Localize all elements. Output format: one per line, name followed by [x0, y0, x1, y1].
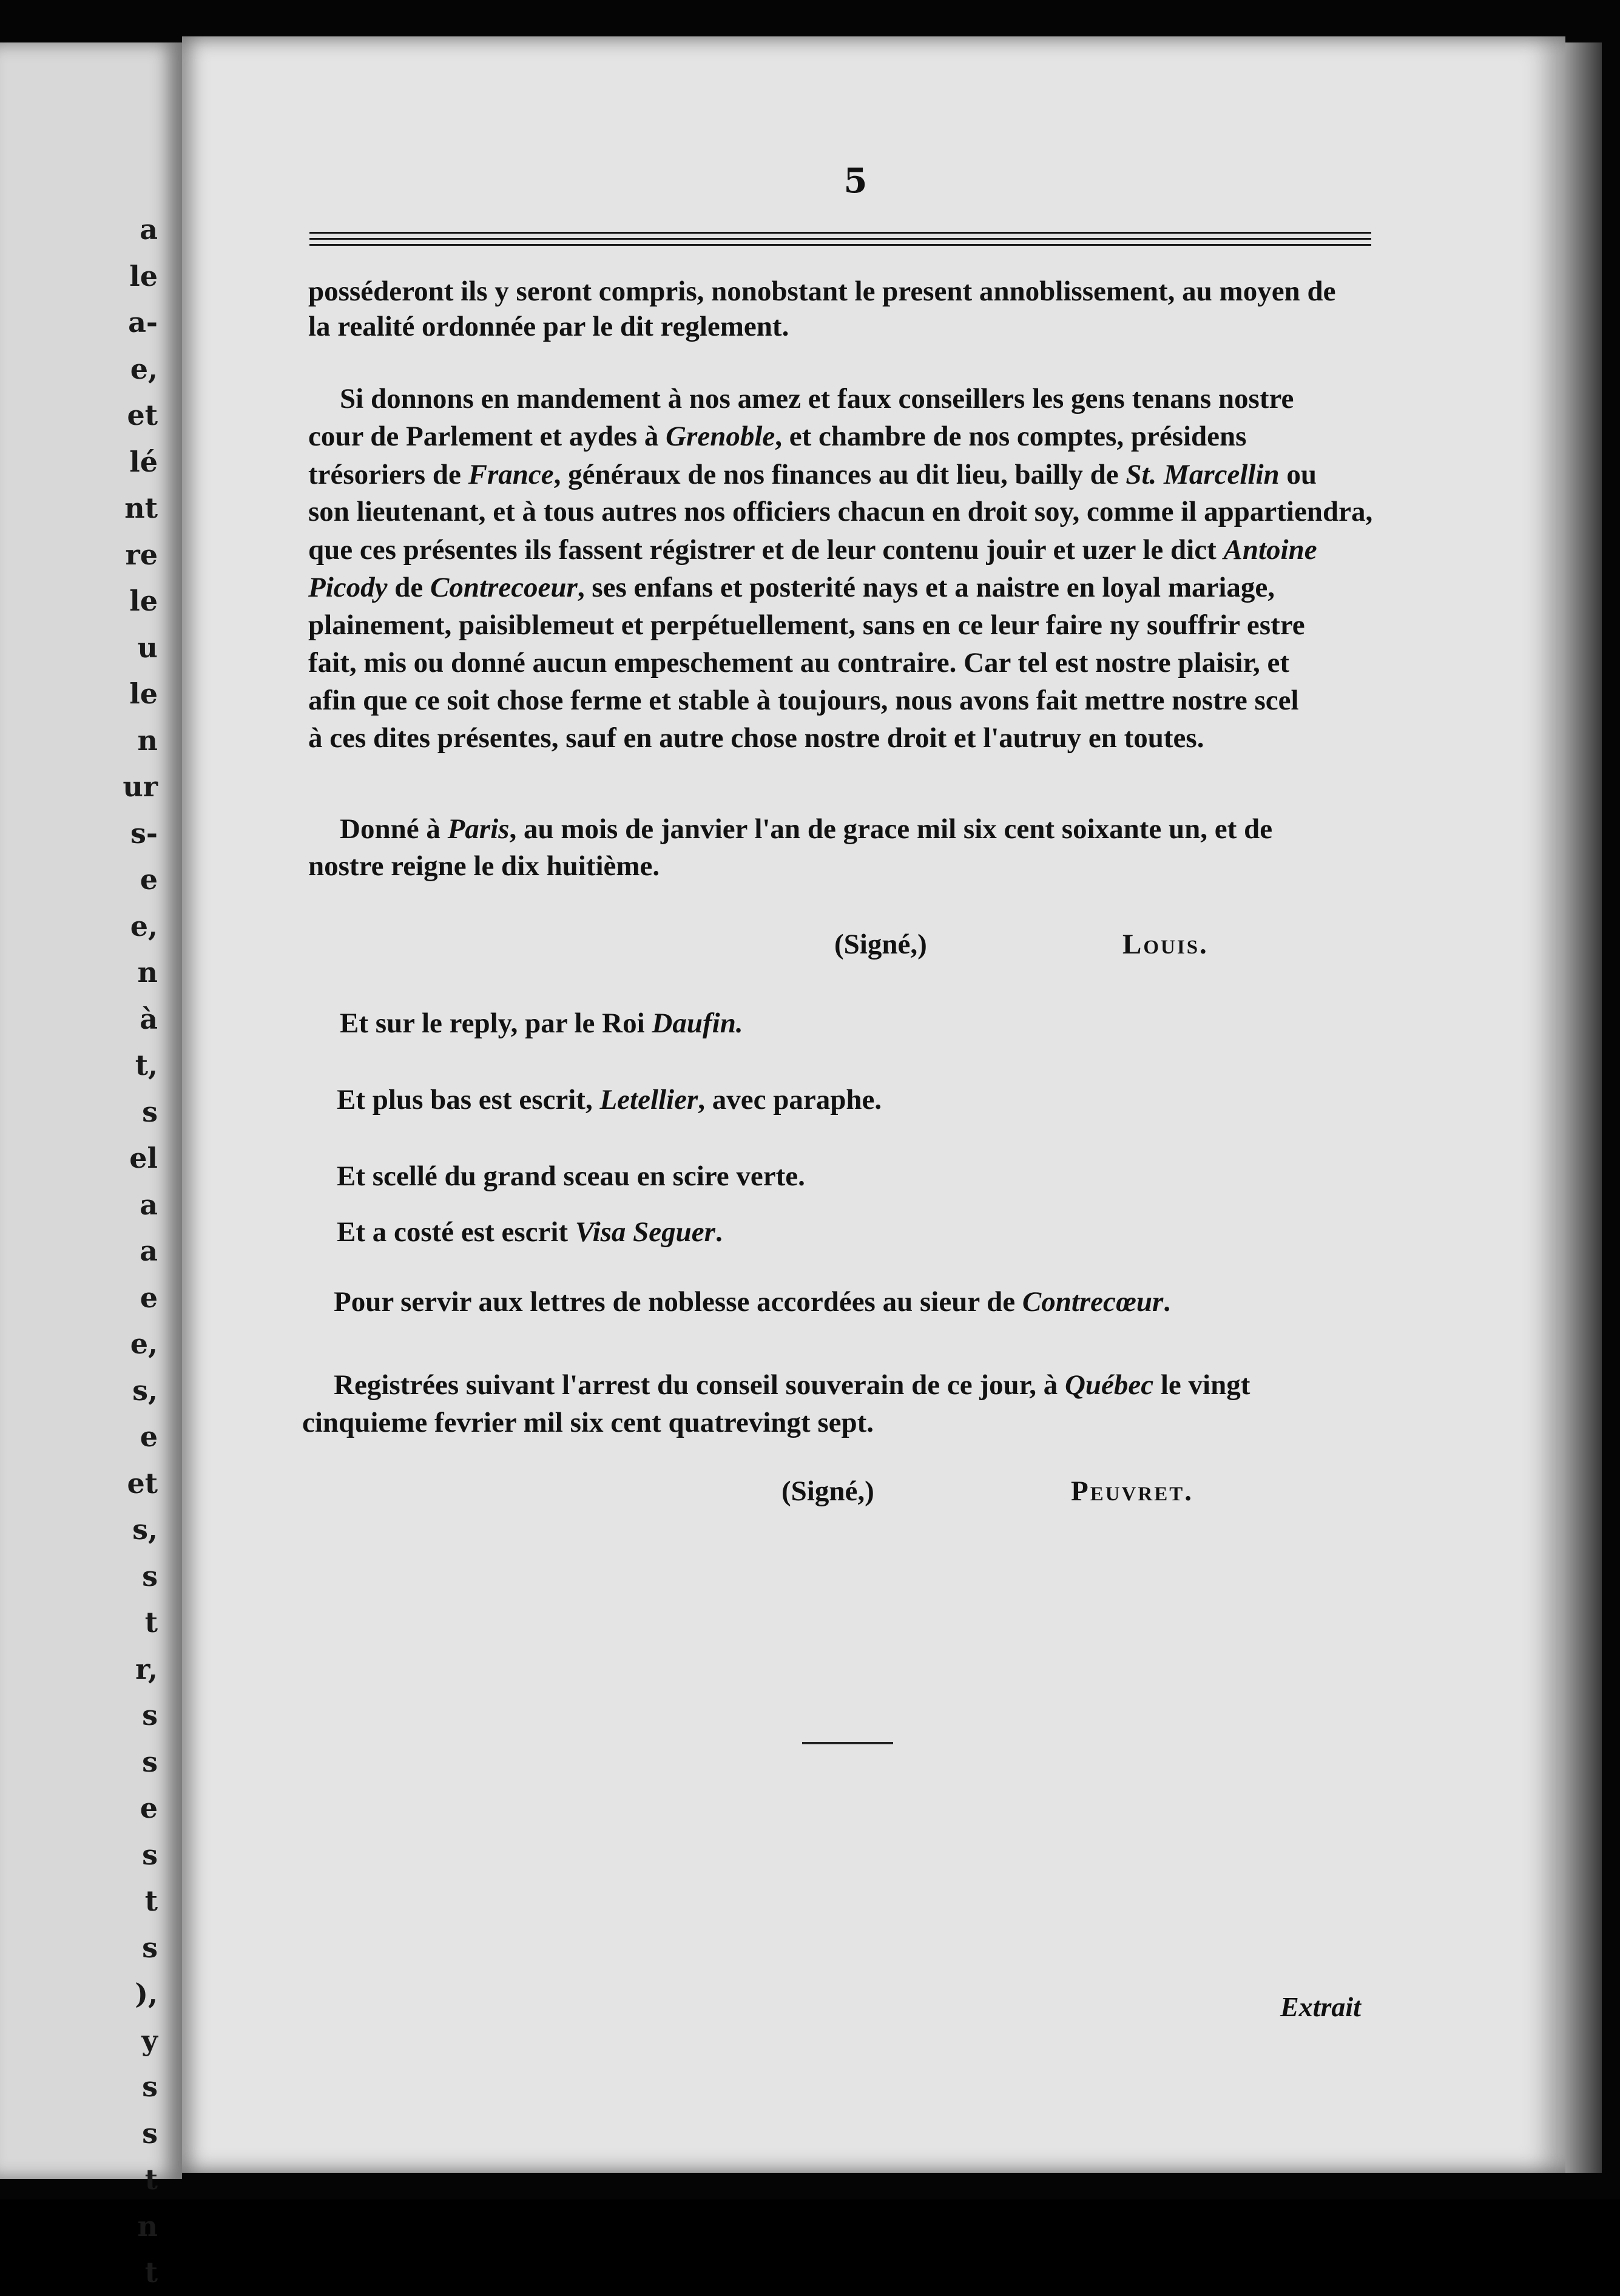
place-name: Paris	[447, 813, 510, 845]
text-line: Pour servir aux lettres de noblesse accordées au sieur de Contrecœur.	[334, 1286, 1171, 1318]
section-separator	[802, 1742, 893, 1744]
person-name: Daufin.	[652, 1007, 743, 1039]
text-line: posséderont ils y seront compris, nonobstant le present annoblissement, au moyen de	[308, 276, 1336, 307]
text-line: afin que ce soit chose ferme et stable à toujours, nous avons fait mettre nostre scel	[308, 685, 1299, 716]
signature-name: Peuvret.	[1071, 1475, 1193, 1507]
text-line: Registrées suivant l'arrest du conseil souverain de ce jour, à Québec le vingt	[334, 1369, 1250, 1401]
text-line: Et sur le reply, par le Roi Daufin.	[340, 1007, 743, 1039]
person-name: Contrecoeur	[430, 572, 578, 603]
text-line: cour de Parlement et aydes à Grenoble, et chambre de nos comptes, présidens	[308, 421, 1247, 452]
header-rule	[309, 244, 1371, 246]
person-name: Antoine	[1223, 534, 1317, 566]
text-line: nostre reigne le dix huitième.	[308, 850, 660, 882]
text-line: que ces présentes ils fassent régistrer et de leur contenu jouir et uzer le dict Antoine	[308, 534, 1317, 566]
person-name: Visa Seguer	[575, 1216, 715, 1248]
place-name: St. Marcellin	[1126, 459, 1280, 490]
header-rule	[309, 238, 1371, 240]
text-line: Et a costé est escrit Visa Seguer.	[337, 1216, 723, 1248]
text-line: son lieutenant, et à tous autres nos officiers chacun en droit soy, comme il appartiendra,	[308, 496, 1373, 527]
place-name: Québec	[1064, 1369, 1154, 1401]
signature-label: (Signé,)	[834, 929, 927, 960]
text-line: trésoriers de France, généraux de nos finances au dit lieu, bailly de St. Marcellin ou	[308, 459, 1317, 490]
person-name: Contrecœur	[1022, 1286, 1164, 1318]
text-line: Donné à Paris, au mois de janvier l'an de grace mil six cent soixante un, et de	[340, 813, 1273, 845]
text-line: la realité ordonnée par le dit reglement.	[308, 311, 789, 342]
text-line: à ces dites présentes, sauf en autre chose nostre droit et l'autruy en toutes.	[308, 722, 1204, 754]
signature-name: Louis.	[1122, 929, 1209, 960]
previous-page-edge	[0, 42, 182, 2289]
text-line: Et scellé du grand sceau en scire verte.	[337, 1160, 805, 1192]
text-line: cinquieme fevrier mil six cent quatrevingt sept.	[302, 1407, 874, 1438]
text-line: Picody de Contrecoeur, ses enfans et posterité nays et a naistre en loyal mariage,	[308, 572, 1275, 603]
place-name: France	[468, 459, 554, 490]
catchword: Extrait	[1280, 1991, 1361, 2022]
text-line: Si donnons en mandement à nos amez et faux conseillers les gens tenans nostre	[340, 383, 1294, 415]
text-line: Et plus bas est escrit, Letellier, avec paraphe.	[337, 1084, 882, 1116]
place-name: Grenoble	[666, 421, 775, 452]
signature-label: (Signé,)	[781, 1475, 874, 1507]
previous-page-text-fragments: a le a- e, et lé nt re le u le n ur s- e e, n à t, s el a a e e, s, e et s, s t r, s s e s t s ), y s s t n t	[123, 213, 158, 2289]
page-number: 5	[843, 161, 868, 201]
text-line: fait, mis ou donné aucun empeschement au contraire. Car tel est nostre plaisir, et	[308, 647, 1290, 679]
person-name: Picody	[308, 572, 388, 603]
text-line: plainement, paisiblemeut et perpétuellement, sans en ce leur faire ny souffrir estre	[308, 609, 1305, 641]
person-name: Letellier	[599, 1084, 698, 1116]
header-rule	[309, 232, 1371, 234]
page-stack-edge	[1565, 42, 1602, 2173]
